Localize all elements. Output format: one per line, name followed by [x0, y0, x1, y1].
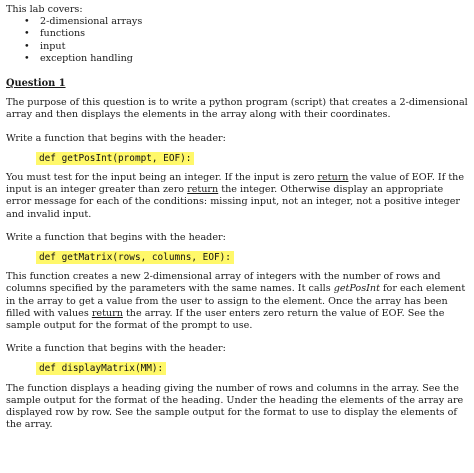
description-getposint: You must test for the input being an integer. If the input is zero return the value of EOF. If the input is an integer greater than zero return the integer. Otherwise display an appropriate error message for each of the conditions: missing input, not an integer, not a positive integer and invalid input.	[6, 171, 465, 220]
code-block-getposint	[6, 152, 468, 165]
topic-item: • input	[24, 41, 468, 53]
topics-list	[24, 16, 468, 65]
topic-item: • functions	[24, 28, 468, 40]
header-intro-1: Write a function that begins with the header:	[6, 132, 226, 144]
function-header-getposint: def getPosInt(prompt, EOF):	[36, 152, 194, 165]
intro-heading: This lab covers:	[6, 4, 83, 15]
header-intro-2: Write a function that begins with the header:	[6, 231, 226, 243]
question-title: Question 1	[6, 77, 66, 89]
topic-item: • exception handling	[24, 53, 468, 65]
lab-document	[6, 4, 468, 431]
code-block-displaymatrix	[6, 362, 468, 375]
header-intro-3: Write a function that begins with the header:	[6, 343, 226, 355]
description-getmatrix: This function creates a new 2-dimensional array of integers with the number of rows and columns specified by the parameters with the same names. It calls getPosInt for each element in the array to get a value from the user to assign to the element. Once the array has been filled with values return the array. If the user enters zero return the value of EOF. See the sample output for the format of the prompt to use.	[6, 271, 466, 331]
description-displaymatrix: The function displays a heading giving the number of rows and columns in the array. See the sample output for the format of the heading. Under the heading the elements of the array are displayed row by row. See the sample output for the format to use to display the elements of the array.	[6, 382, 464, 431]
function-header-getmatrix: def getMatrix(rows, columns, EOF):	[36, 251, 234, 264]
code-block-getmatrix	[6, 251, 468, 264]
purpose-paragraph: The purpose of this question is to write a python program (script) that creates a 2-dimensional array and then displays the elements in the array along with their coordinates.	[6, 97, 468, 121]
topic-item: • 2-dimensional arrays	[24, 16, 468, 28]
function-header-displaymatrix: def displayMatrix(MM):	[36, 362, 166, 375]
